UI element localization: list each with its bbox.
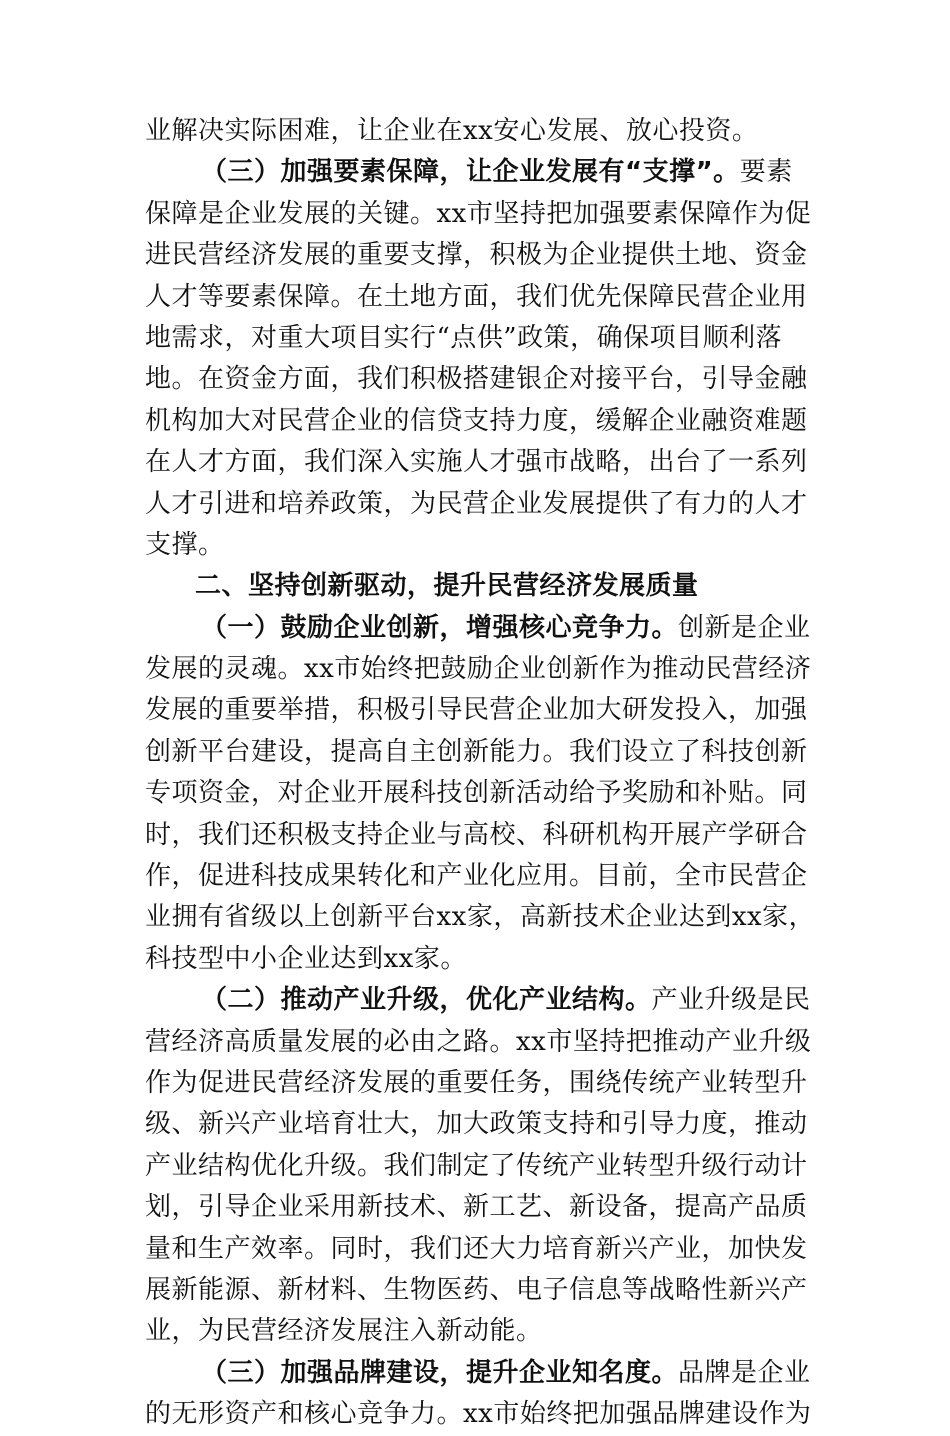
- text-line: [145, 1104, 807, 1145]
- text-line: [145, 1187, 807, 1228]
- text-line: [145, 1311, 807, 1352]
- line-text: 级、新兴产业培育壮大，加大政策支持和引导力度，推动: [145, 1109, 808, 1140]
- text-line: [145, 442, 807, 483]
- text-line: [145, 1229, 807, 1270]
- text-line: [145, 111, 807, 152]
- line-text: 的无形资产和核心竞争力。xx市始终把加强品牌建设作为: [145, 1399, 812, 1430]
- line-text: 支撑。: [145, 529, 225, 560]
- line-text: 划，引导企业采用新技术、新工艺、新设备，提高产品质: [145, 1192, 808, 1223]
- text-line: [145, 732, 807, 773]
- line-text: 作为促进民营经济发展的重要任务，围绕传统产业转型升: [145, 1067, 808, 1098]
- paragraph-lead: （三）加强要素保障，让企业发展有“支撑”。: [201, 157, 740, 188]
- text-line: [145, 1063, 807, 1104]
- text-line: [145, 194, 812, 235]
- paragraph-start-line: [145, 152, 807, 193]
- line-text: 量和生产效率。同时，我们还大力培育新兴产业，加快发: [145, 1233, 808, 1264]
- text-line: [145, 649, 812, 690]
- line-text: 地。在资金方面，我们积极搭建银企对接平台，引导金融: [145, 364, 808, 395]
- line-text: 科技型中小企业达到xx家。: [145, 943, 467, 974]
- line-text: 专项资金，对企业开展科技创新活动给予奖励和补贴。同: [145, 778, 808, 809]
- line-text: 业解决实际困难，让企业在xx安心发展、放心投资。: [145, 116, 759, 146]
- line-text: 保障是企业发展的关键。xx市坚持把加强要素保障作为促: [145, 198, 812, 229]
- line-text: 机构加大对民营企业的信贷支持力度，缓解企业融资难题: [145, 405, 808, 436]
- line-text: 产业升级是民: [651, 985, 811, 1016]
- line-text: 创新平台建设，提高自主创新能力。我们设立了科技创新: [145, 736, 808, 767]
- line-text: 发展的灵魂。xx市始终把鼓励企业创新作为推动民营经济: [145, 654, 812, 685]
- paragraph-lead: （一）鼓励企业创新，增强核心竞争力。: [201, 612, 679, 643]
- text-line: [145, 277, 807, 318]
- line-text: 发展的重要举措，积极引导民营企业加大研发投入，加强: [145, 695, 808, 726]
- section-heading-text: 二、坚持创新驱动，提升民营经济发展质量: [195, 571, 699, 602]
- line-text: 品牌是企业: [678, 1357, 811, 1388]
- text-line: [145, 773, 807, 814]
- section-heading: [145, 566, 807, 607]
- text-line: [145, 815, 807, 856]
- line-text: 时，我们还积极支持企业与高校、科研机构开展产学研合: [145, 819, 808, 850]
- paragraph-lead: （三）加强品牌建设，提升企业知名度。: [201, 1357, 679, 1388]
- text-line: [145, 359, 807, 400]
- text-line: [145, 484, 807, 525]
- paragraph-start-line: [145, 1353, 811, 1394]
- line-text: 业拥有省级以上创新平台xx家，高新技术企业达到xx家，: [145, 902, 816, 933]
- text-line: [145, 1146, 807, 1187]
- line-text: 展新能源、新材料、生物医药、电子信息等战略性新兴产: [145, 1274, 808, 1305]
- line-text: 在人才方面，我们深入实施人才强市战略，出台了一系列: [145, 447, 808, 478]
- text-line: [145, 318, 807, 359]
- paragraph-start-line: [145, 980, 811, 1021]
- text-line: [145, 939, 807, 980]
- line-text: 业，为民营经济发展注入新动能。: [145, 1316, 543, 1347]
- text-line: [145, 897, 816, 938]
- line-text: 人才等要素保障。在土地方面，我们优先保障民营企业用: [145, 281, 808, 312]
- line-text: 要素: [739, 157, 793, 188]
- line-text: 营经济高质量发展的必由之路。xx市坚持把推动产业升级: [145, 1026, 812, 1057]
- line-text: 人才引进和培养政策，为民营企业发展提供了有力的人才: [145, 488, 808, 519]
- text-line: [145, 1394, 812, 1435]
- text-line: [145, 1022, 812, 1063]
- text-line: [145, 401, 807, 442]
- text-line: [145, 1270, 807, 1311]
- text-line: [145, 235, 807, 276]
- line-text: 创新是企业: [678, 612, 811, 643]
- document-body: [145, 111, 816, 1436]
- line-text: 地需求，对重大项目实行“点供”政策，确保项目顺利落: [145, 322, 783, 353]
- line-text: 产业结构优化升级。我们制定了传统产业转型升级行动计: [145, 1150, 808, 1181]
- line-text: 进民营经济发展的重要支撑，积极为企业提供土地、资金: [145, 240, 808, 271]
- paragraph-lead: （二）推动产业升级，优化产业结构。: [201, 985, 652, 1016]
- text-line: [145, 856, 807, 897]
- text-line: [145, 690, 807, 731]
- line-text: 作，促进科技成果转化和产业化应用。目前，全市民营企: [145, 861, 808, 892]
- paragraph-start-line: [145, 608, 811, 649]
- text-line: [145, 525, 807, 566]
